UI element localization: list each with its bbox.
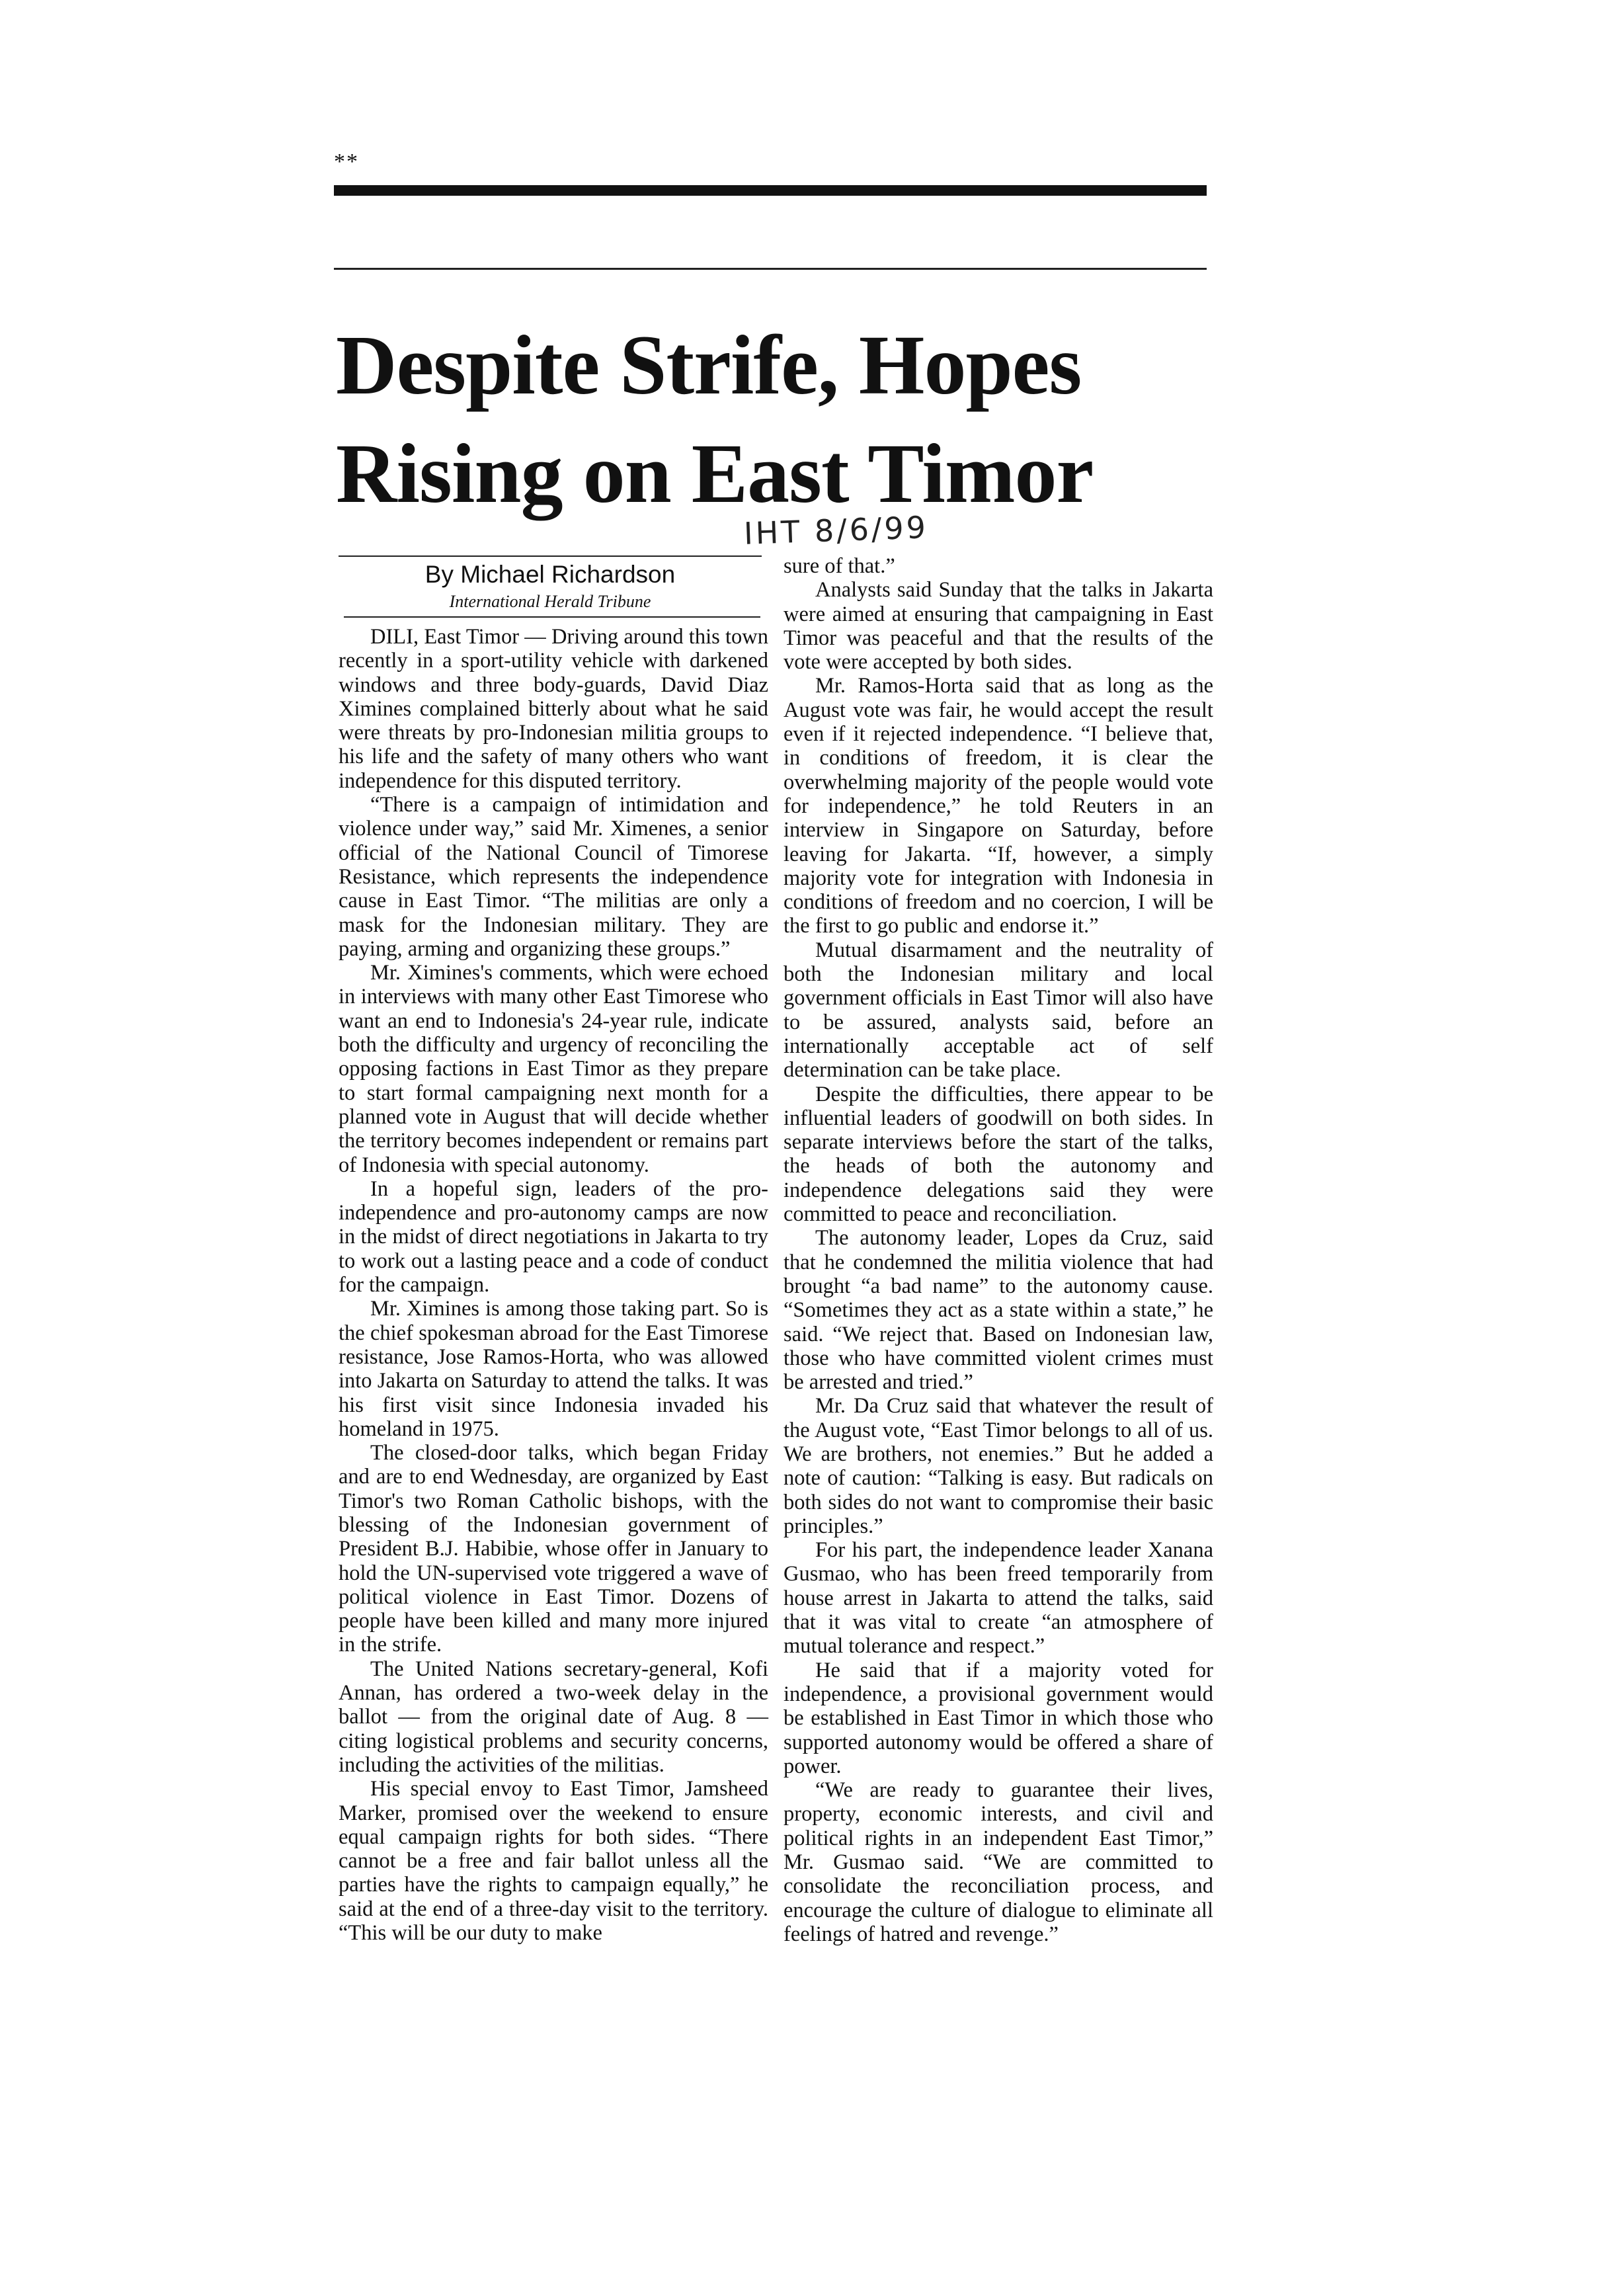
- headline-line-1: Despite Strife, Hopes: [336, 318, 1082, 412]
- paragraph: In a hopeful sign, leaders of the pro-independence and pro-autonomy camps are now in the midst of direct negotiations in Jakarta to try to work out a lasting peace and a code of conduct for the campaign.: [339, 1176, 768, 1297]
- paragraph: The autonomy leader, Lopes da Cruz, said that he condemned the militia violence that had brought “a bad name” to the autonomy cause. “Sometimes they act as a state within a state,” he said. “We reject that. Based on Indonesian law, those who have committed violent crimes must be arrested and tried.”: [784, 1226, 1213, 1395]
- masthead-thin-rule: [334, 268, 1207, 270]
- paragraph: Analysts said Sunday that the talks in Jakarta were aimed at ensuring that campaigning in East Timor was peaceful and that the results of the vote were accepted by both sides.: [784, 578, 1213, 675]
- paragraph: He said that if a majority voted for independence, a provisional government would be established in East Timor in which those who supported autonomy would be offered a share of power.: [784, 1658, 1213, 1778]
- paragraph: For his part, the independence leader Xanana Gusmao, who has been freed temporarily from house arrest in Jakarta to attend the talks, said that it was vital to create “an atmosphere of mutual tolerance and respect.”: [784, 1538, 1213, 1659]
- paragraph: Despite the difficulties, there appear to be influential leaders of goodwill on both sides. In separate interviews before the start of the talks, the heads of both the autonomy and independence delegations said they were committed to peace and reconciliation.: [784, 1082, 1213, 1227]
- paragraph: sure of that.”: [784, 554, 895, 578]
- paragraph: “There is a campaign of intimidation and violence under way,” said Mr. Ximenes, a senior official of the National Council of Timorese Resistance, which represents the independence cause in East Timor. “The militias are only a mask for the Indonesian military. They are paying, arming and organizing these groups.”: [339, 793, 768, 961]
- paragraph: Mutual disarmament and the neutrality of both the Indonesian military and local government officials in East Timor will also have to be assured, analysts said, before an internationally acceptable act of self determination can be take place.: [784, 938, 1213, 1083]
- paragraph: DILI, East Timor — Driving around this town recently in a sport-utility vehicle with darkened windows and three body-guards, David Diaz Ximines complained bitterly about what he said were threats by pro-Indonesian militia groups to his life and the safety of many others who want independence for this disputed territory.: [339, 625, 768, 793]
- byline-bottom-rule: [344, 616, 760, 618]
- paragraph: The closed-door talks, which began Friday and are to end Wednesday, are organized by East Timor's two Roman Catholic bishops, with the blessing of the Indonesian government of President B.J. Habibie, whose offer in January to hold the UN-supervised vote triggered a wave of political violence in East Timor. Dozens of people have been killed and many more injured in the strife.: [339, 1441, 768, 1657]
- paragraph: Mr. Ximines is among those taking part. So is the chief spokesman abroad for the East Timorese resistance, Jose Ramos-Horta, who was allowed into Jakarta on Saturday to attend the talks. It was his first visit since Indonesia invaded his homeland in 1975.: [339, 1297, 768, 1441]
- paragraph: His special envoy to East Timor, Jamsheed Marker, promised over the weekend to ensure equal campaign rights for both sides. “There cannot be a free and fair ballot unless all the parties have the rights to campaign equally,” he said at the end of a three-day visit to the territory. “This will be our duty to make: [339, 1777, 768, 1946]
- paragraph: Mr. Da Cruz said that whatever the result of the August vote, “East Timor belongs to all of us. We are brothers, not enemies.” But he added a note of caution: “Talking is easy. But radicals on both sides do not want to compromise their basic principles.”: [784, 1394, 1213, 1538]
- handwritten-note: IHT 8/6/99: [743, 509, 929, 552]
- byline: By Michael Richardson: [424, 561, 676, 588]
- page-marker-stars: **: [334, 149, 359, 174]
- source-credit: International Herald Tribune: [449, 592, 651, 611]
- paragraph: Mr. Ximines's comments, which were echoed in interviews with many other East Timorese who want an end to Indonesia's 24-year rule, indicate both the difficulty and urgency of reconciling the opposing factions in East Timor as they prepare to start formal campaigning next month for a planned vote in August that will decide whether the territory becomes independent or remains part of Indonesia with special autonomy.: [339, 961, 768, 1177]
- article-column-2: [784, 554, 1213, 1946]
- byline-top-rule: [339, 555, 762, 557]
- headline: [336, 311, 1262, 528]
- paragraph: Mr. Ramos-Horta said that as long as the August vote was fair, he would accept the result even if it rejected independence. “I believe that, in conditions of freedom, it is clear the overwhelming majority of the people would vote for independence,” he told Reuters in an interview in Singapore on Saturday, before leaving for Jakarta. “If, however, a simply majority vote for integration with Indonesia in conditions of freedom and no coercion, I will be the first to go public and endorse it.”: [784, 674, 1213, 938]
- headline-line-2: Rising on East Timor: [336, 427, 1094, 520]
- masthead-thick-rule: [334, 185, 1207, 196]
- paragraph: “We are ready to guarantee their lives, property, economic interests, and civil and political rights in an independent East Timor,” Mr. Gusmao said. “We are committed to consolidate the reconciliation process, and encourage the culture of dialogue to eliminate all feelings of hatred and revenge.”: [784, 1778, 1213, 1946]
- paragraph: The United Nations secretary-general, Kofi Annan, has ordered a two-week delay in the ballot — from the original date of Aug. 8 — citing logistical problems and security concerns, including the activities of the militias.: [339, 1657, 768, 1777]
- article-column-1: [339, 625, 768, 1945]
